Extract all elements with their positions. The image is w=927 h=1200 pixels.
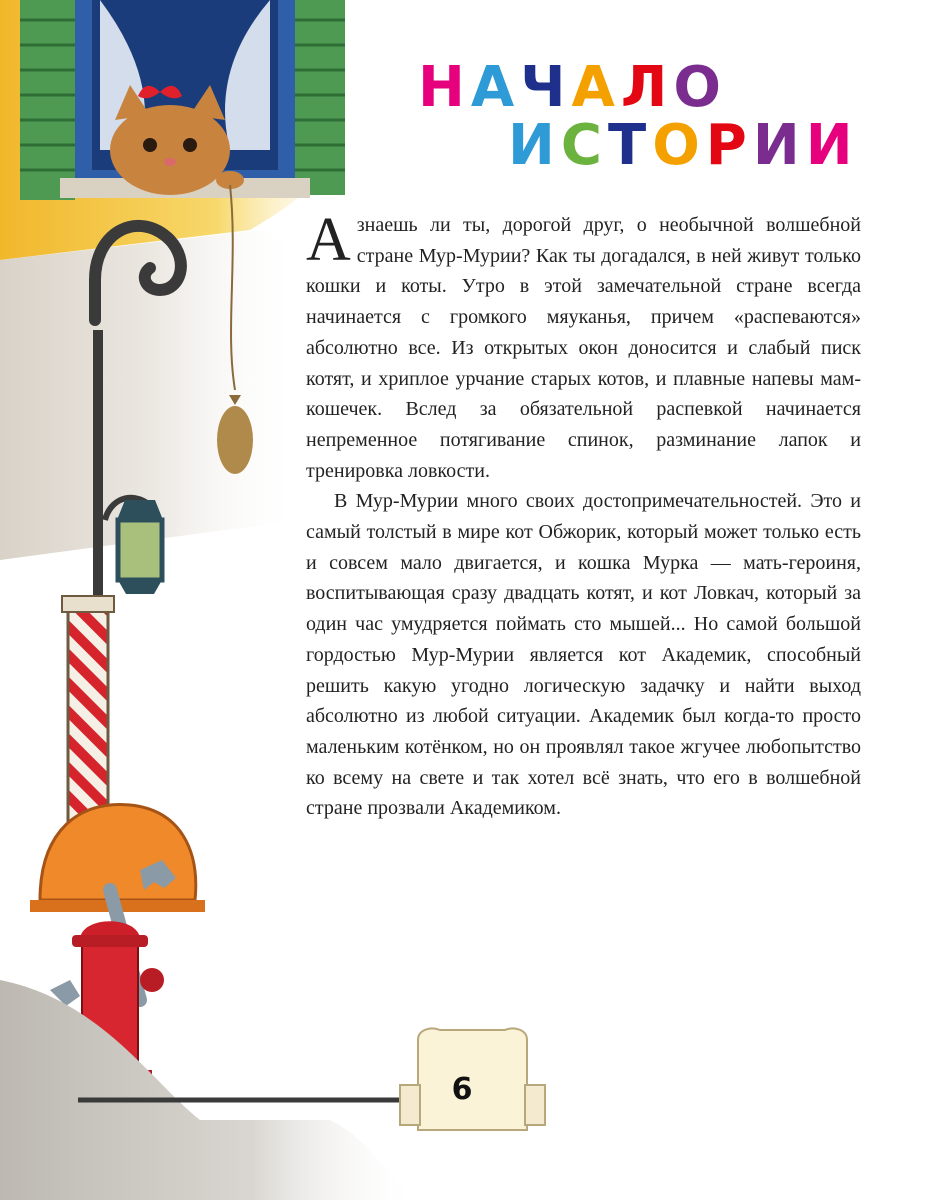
right-shutter xyxy=(295,0,345,195)
title-line-2-letter: Т xyxy=(607,113,653,178)
cobblestones xyxy=(0,980,420,1200)
title-line-2-letter: И xyxy=(508,113,561,178)
title-line-1-letter: А xyxy=(470,55,521,120)
title-line-1-letter: Ч xyxy=(520,55,572,120)
title-line-2-letter: И xyxy=(752,113,806,178)
story-text xyxy=(306,206,861,824)
title-line-2-letter: С xyxy=(560,113,608,178)
title-line-1-letter: Н xyxy=(418,55,471,120)
title-line-1-letter: А xyxy=(571,55,621,120)
title-line-1-letter: Л xyxy=(620,55,674,120)
title-line-1-letter: О xyxy=(673,55,727,120)
striped-pole xyxy=(68,600,108,835)
title-line-2-letter: И xyxy=(805,113,859,178)
title-line-2-letter: О xyxy=(652,113,706,178)
paragraph-1 xyxy=(306,206,861,486)
title-line-2 xyxy=(508,113,859,178)
title-line-1 xyxy=(418,55,727,120)
page-number: 6 xyxy=(451,1072,473,1107)
drop-cap: А xyxy=(306,206,351,274)
paragraph-2: В Мур-Мурии много своих достопримечательностей. Это и самый толстый в мире кот Обжорик, который может только есть и совсем мало двигается, и кошка Мурка — мать-героиня, воспитывающая сразу двадцать котят, и кот Ловкач, который за один час умудряется поймать сто мышей... Но самой большой гордостью Мур-Мурии является кот Академик, способный решить какую угодно логическую задачку и найти выход абсолютно из любой ситуации. Академик был когда-то просто маленьким котёнком, но он проявлял такое жгучее любопытство ко всему на свете и так хотел всё знать, что его в волшебной стране прозвали Академиком. xyxy=(306,490,861,820)
paragraph-1-text: знаешь ли ты, дорогой друг, о необычной волшебной стране Мур-Мурии? Как ты догадался, в ней живут только кошки и коты. Утро в этой замечательной стране всегда начинается с громкого мяуканья, причем «распеваются» абсолютно все. Из открытых окон доносится и слабый писк котят, и хриплое урчание старых котов, и плавные напевы мам-кошечек. Вслед за обязательной распевкой начинается непременное потягивание спинок, разминание лапок и тренировка ловкости. xyxy=(306,214,861,482)
title-line-2-letter: Р xyxy=(705,113,753,178)
